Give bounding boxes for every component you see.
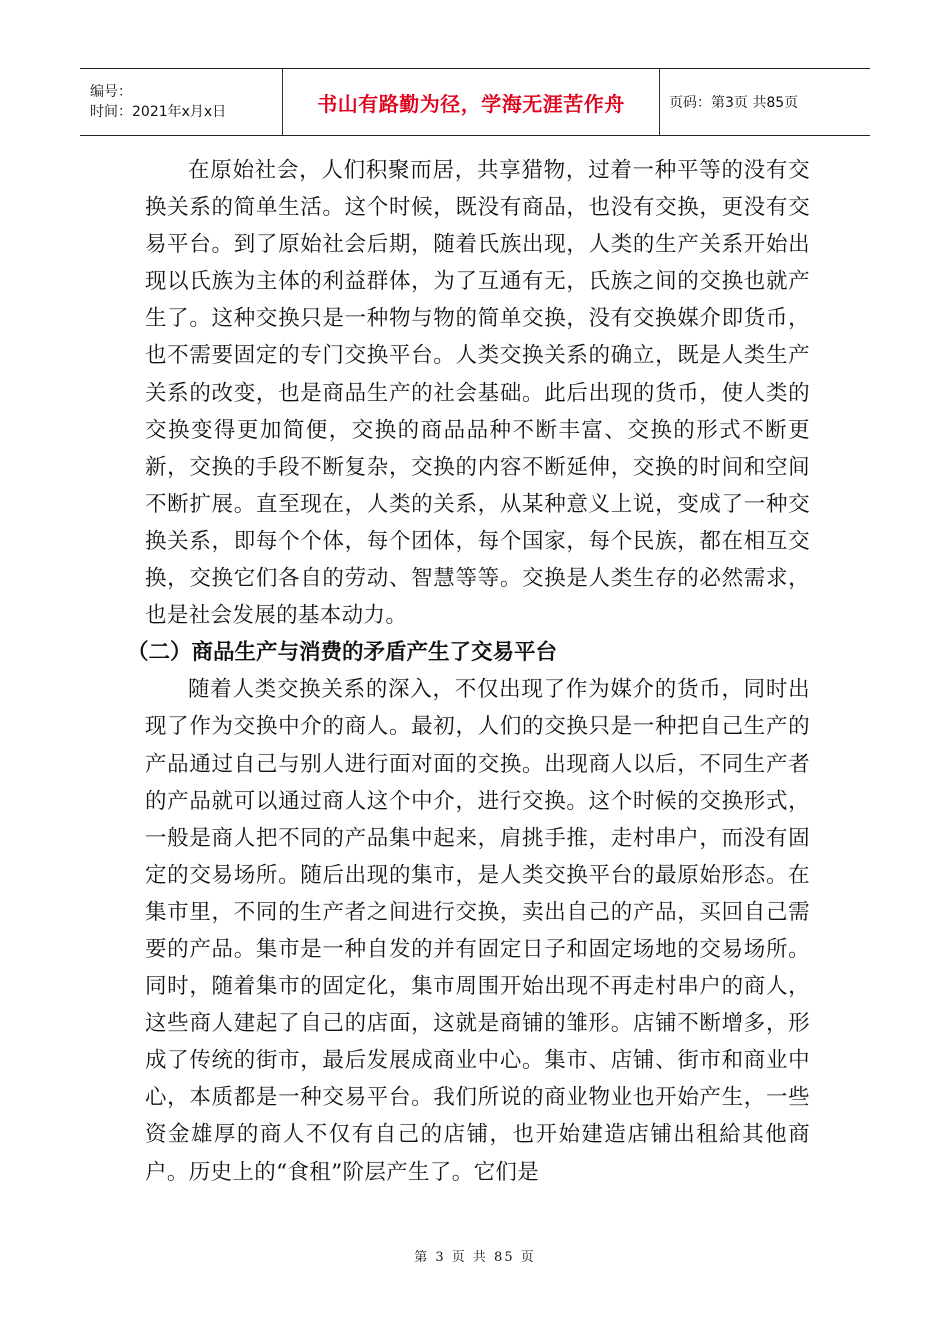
header-motto-cell xyxy=(283,69,660,135)
section-heading: （二）商品生产与消费的矛盾产生了交易平台 xyxy=(127,640,558,666)
page-header xyxy=(80,68,870,136)
header-page-info: 页码：第3页 共85页 xyxy=(669,95,799,111)
page-footer: 第 3 页 共 85 页 xyxy=(414,1250,536,1265)
header-meta xyxy=(80,69,283,135)
header-page-info-cell xyxy=(660,69,870,135)
document-body xyxy=(127,152,810,1191)
header-motto: 书山有路勤为径，学海无涯苦作舟 xyxy=(317,91,625,116)
body-paragraph-2: 随着人类交换关系的深入，不仅出现了作为媒介的货币，同时出现了作为交换中介的商人。最初，人们的交换只是一种把自己生产的产品通过自己与别人进行面对面的交换。出现商人以后，不同生产者的产品就可以通过商人这个中介，进行交换。这个时候的交换形式，一般是商人把不同的产品集中起来，肩挑手推，走村串户，而没有固定的交易场所。随后出现的集市，是人类交换平台的最原始形态。在集市里，不同的生产者之间进行交换，卖出自己的产品，买回自己需要的产品。集市是一种自发的并有固定日子和固定场地的交易场所。同时，随着集市的固定化，集市周围开始出现不再走村串户的商人，这些商人建起了自己的店面，这就是商铺的雏形。店铺不断增多，形成了传统的街市，最后发展成商业中心。集市、店铺、街市和商业中心，本质都是一种交易平台。我们所说的商业物业也开始产生，一些资金雄厚的商人不仅有自己的店铺，也开始建造店铺出租給其他商户。历史上的“食租”阶层产生了。它们是 xyxy=(145,677,810,1185)
document-date: 时间：2021年x月x日 xyxy=(90,104,227,120)
body-paragraph-1: 在原始社会，人们积聚而居，共享猎物，过着一种平等的没有交换关系的简单生活。这个时候，既没有商品，也没有交换，更没有交易平台。到了原始社会后期，随着氏族出现，人类的生产关系开始出现以氏族为主体的利益群体，为了互通有无，氏族之间的交换也就产生了。这种交换只是一种物与物的简单交换，没有交换媒介即货币，也不需要固定的专门交换平台。人类交换关系的确立，既是人类生产关系的改变，也是商品生产的社会基础。此后出现的货币，使人类的交换变得更加简便，交换的商品品种不断丰富、交换的形式不断更新，交换的手段不断复杂，交换的内容不断延伸，交换的时间和空间不断扩展。直至现在，人类的关系，从某种意义上说，变成了一种交换关系，即每个个体，每个团体，每个国家，每个民族，都在相互交换，交换它们各自的劳动、智慧等等。交换是人类生存的必然需求，也是社会发展的基本动力。 xyxy=(145,158,810,629)
document-number: 编号： xyxy=(90,84,132,100)
